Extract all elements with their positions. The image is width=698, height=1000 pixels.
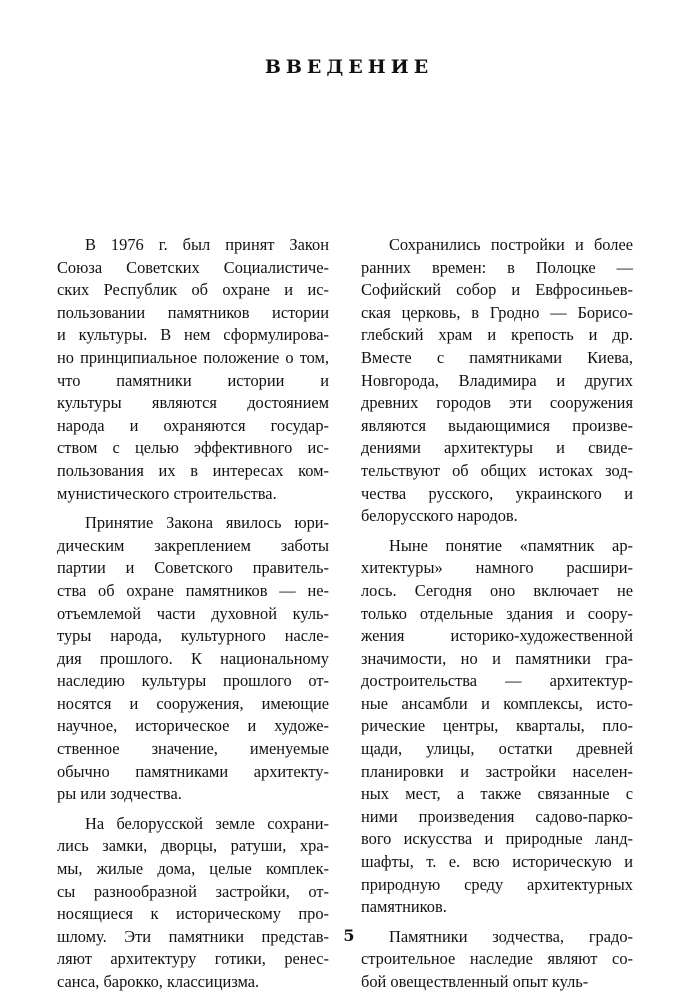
text-line: сы разнообразной застройки, от-: [57, 881, 329, 901]
text-line: бой овеществленный опыт куль-: [361, 972, 589, 991]
text-line: Памятники зодчества, градо-: [389, 926, 633, 946]
text-line: являются выдающимися произве-: [361, 415, 633, 435]
text-line: мунистического строительства.: [57, 483, 277, 503]
text-line: значимости, но и памятники гра-: [361, 648, 633, 668]
text-line: планировки и застройки населен-: [361, 761, 633, 781]
text-line: строительное наследие являют со-: [361, 949, 633, 969]
text-line: шафты, т. е. всю историческую и: [361, 852, 633, 872]
text-line: Ныне понятие «памятник ар-: [389, 535, 633, 555]
text-line: мы, жилые дома, целые комплек-: [57, 859, 329, 879]
text-line: Новгорода, Владимира и других: [361, 370, 633, 390]
text-line: лось. Сегодня оно включает не: [361, 580, 633, 600]
paragraph-gap: [57, 505, 329, 512]
text-line: лись замки, дворцы, ратуши, хра-: [57, 836, 329, 856]
text-line: что памятники истории и: [57, 370, 329, 390]
text-line: но принципиальное положение о том,: [57, 347, 329, 367]
text-line: наследию культуры прошлого от-: [57, 671, 329, 691]
paragraph: [57, 234, 329, 505]
text-line: ская церковь, в Гродно — Борисо-: [361, 302, 633, 322]
text-line: белорусского народов.: [361, 506, 518, 526]
text-line: В 1976 г. был принят Закон: [85, 235, 329, 254]
text-line: Союза Советских Социалистиче-: [57, 257, 329, 277]
text-line: ные ансамбли и комплексы, исто-: [361, 693, 633, 713]
text-line: санса, барокко, классицизма.: [57, 972, 260, 991]
text-line: носятся и сооружения, имеющие: [57, 693, 329, 713]
text-line: обычно памятниками архитекту-: [57, 761, 329, 781]
text-line: хитектуры» намного расшири-: [361, 558, 633, 578]
text-line: дическим закреплением заботы: [57, 535, 329, 555]
text-line: народа и охраняются государ-: [57, 415, 329, 435]
text-line: партии и Советского правитель-: [57, 558, 329, 578]
text-line: туры народа, культурного насле-: [57, 626, 329, 646]
text-line: и культуры. В нем сформулирова-: [57, 325, 329, 345]
text-line: дия прошлого. К национальному: [57, 648, 329, 668]
text-line: памятников.: [361, 897, 447, 917]
text-line: щади, улицы, остатки древней: [361, 739, 633, 759]
paragraph-gap: [57, 806, 329, 813]
text-line: вого искусства и природные ланд-: [361, 829, 633, 849]
page-number: 5: [343, 926, 355, 945]
text-line: дениями архитектуры и свиде-: [361, 438, 633, 458]
paragraph: [57, 512, 329, 806]
paragraph: [361, 234, 633, 528]
right-column: [361, 234, 633, 994]
text-line: глебский храм и крепость и др.: [361, 325, 633, 345]
text-line: научное, историческое и художе-: [57, 716, 329, 736]
chapter-heading: ВВЕДЕНИЕ: [264, 56, 434, 78]
paragraph: [57, 813, 329, 994]
text-line: Вместе с памятниками Киева,: [361, 347, 633, 367]
text-line: только отдельные здания и соору-: [361, 603, 633, 623]
text-line: Принятие Закона явилось юри-: [85, 513, 329, 533]
text-line: Сохранились постройки и более: [389, 235, 633, 254]
text-line: жения историко-художественной: [361, 626, 633, 646]
text-line: ства об охране памятников — не-: [57, 580, 329, 600]
left-column: [57, 234, 329, 994]
text-line: тельствуют об общих истоках зод-: [361, 460, 633, 480]
text-line: рические центры, кварталы, пло-: [361, 716, 633, 736]
text-line: ляют архитектуру готики, ренес-: [57, 949, 329, 969]
text-line: природную среду архитектурных: [361, 874, 633, 894]
text-line: пользовании памятников истории: [57, 302, 329, 322]
paragraph: [361, 535, 633, 919]
text-line: ных мест, а также связанные с: [361, 784, 633, 804]
text-line: достроительства — архитектур-: [361, 671, 633, 691]
text-line: ры или зодчества.: [57, 784, 182, 804]
text-line: пользования их в интересах ком-: [57, 460, 329, 480]
text-line: ними произведения садово-парко-: [361, 806, 633, 826]
text-line: Софийский собор и Евфросиньев-: [361, 280, 633, 300]
text-line: культуры являются достоянием: [57, 393, 329, 413]
text-line: ственное значение, именуемые: [57, 739, 329, 759]
text-line: ских Республик об охране и ис-: [57, 280, 329, 300]
text-line: отъемлемой части духовной куль-: [57, 603, 329, 623]
text-line: ранних времен: в Полоцке —: [361, 257, 633, 277]
text-line: носящиеся к историческому про-: [57, 904, 329, 924]
text-line: На белорусской земле сохрани-: [85, 813, 329, 833]
text-line: древних городов эти сооружения: [361, 393, 633, 413]
text-line: ством с целью эффективного ис-: [57, 438, 329, 458]
paragraph-gap: [361, 528, 633, 535]
text-line: шлому. Эти памятники представ-: [57, 926, 329, 946]
paragraph-gap: [361, 919, 633, 926]
text-line: чества русского, украинского и: [361, 483, 633, 503]
